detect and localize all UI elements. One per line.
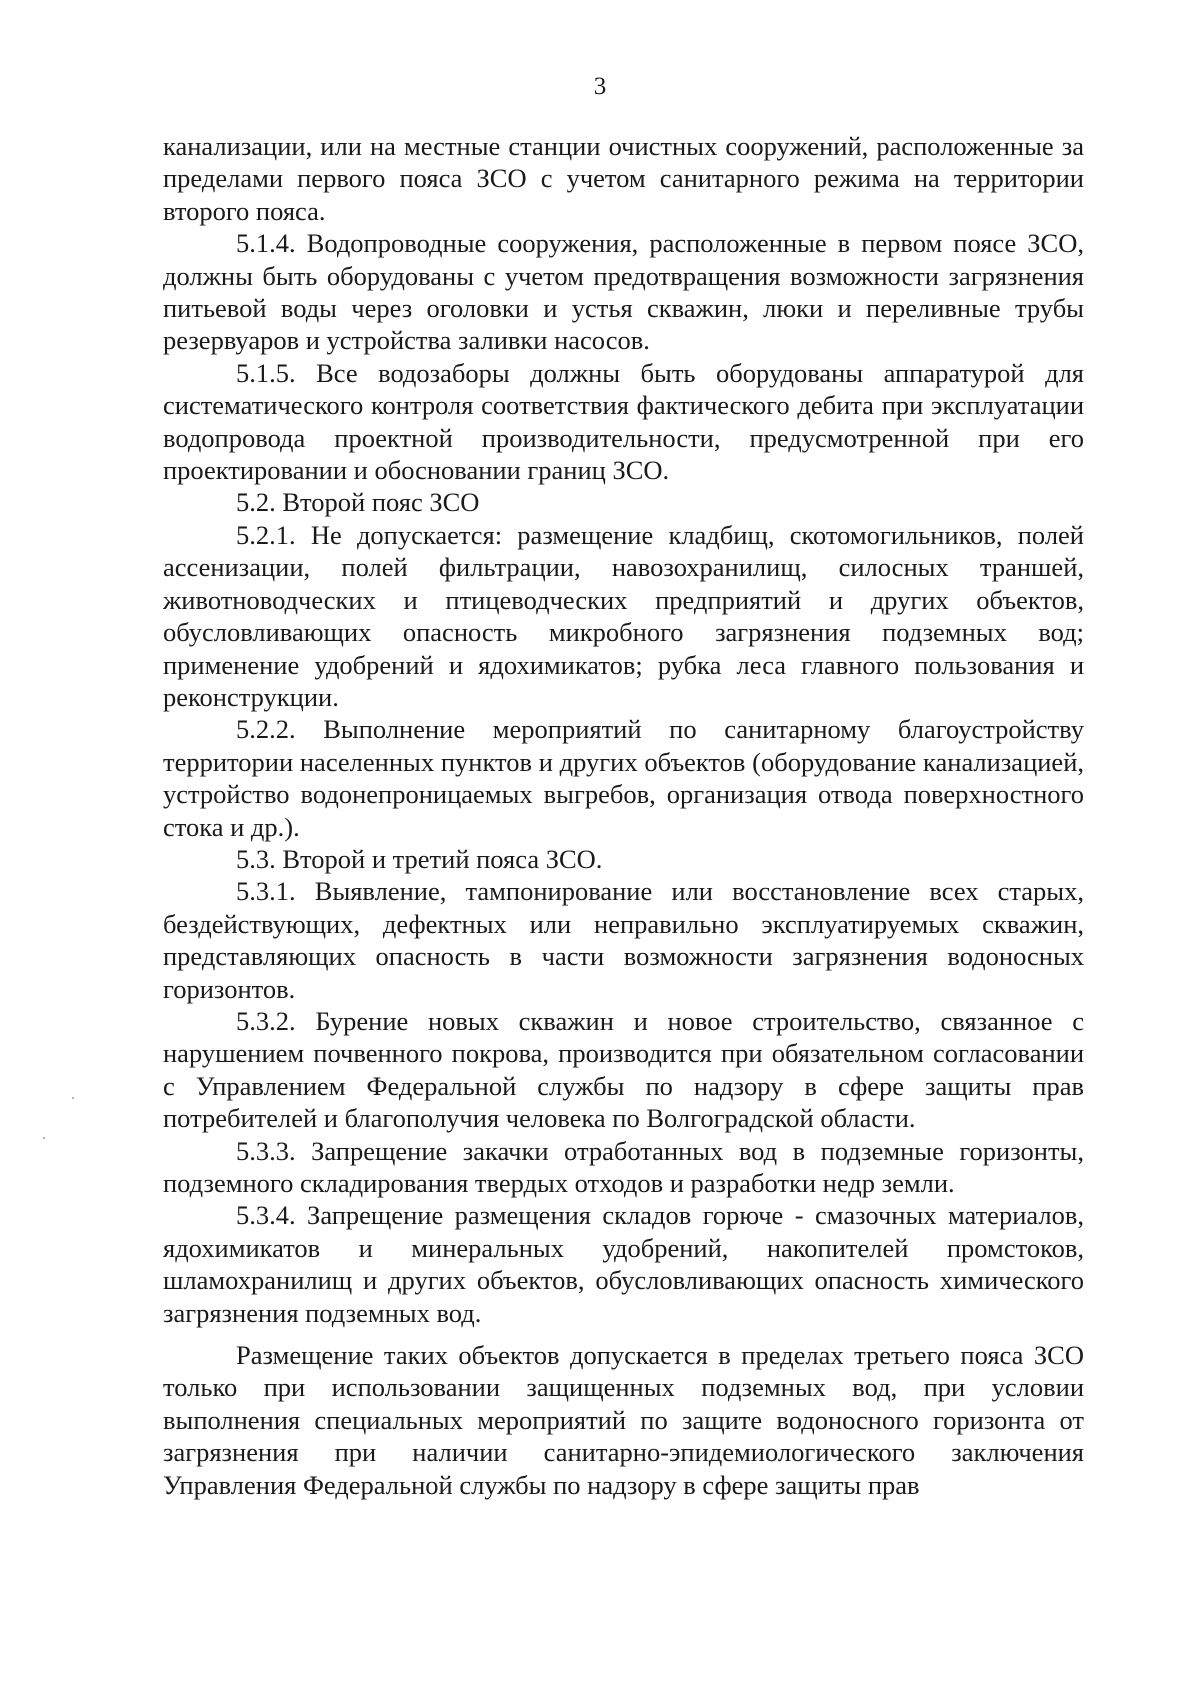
page-number: 3 [593, 73, 607, 100]
scan-artifact-dot [43, 1137, 45, 1139]
scan-artifact-dot [72, 1097, 74, 1099]
paragraph-placement-conditions: Размещение таких объектов допускается в пределах третьего пояса ЗСО только при использовании защищенных подземных вод, при условии выполнения специальных мероприятий по защите водоносного горизонта от загрязнения при наличии санитарно-эпидемиологического заключения Управления Федеральной службы по надзору в сфере защиты прав [163, 1340, 1084, 1500]
paragraph-continuation: канализации, или на местные станции очистных сооружений, расположенные за пределами первого пояса ЗСО с учетом санитарного режима на территории второго пояса. [163, 131, 1084, 226]
section-heading-5-2: 5.2. Второй пояс ЗСО [236, 487, 480, 518]
paragraph-5-2-2: 5.2.2. Выполнение мероприятий по санитарному благоустройству территории населенных пунктов и других объектов (оборудование канализацией, устройство водонепроницаемых выгребов, организация отвода поверхностного стока и др.). [163, 714, 1084, 842]
paragraph-5-1-5: 5.1.5. Все водозаборы должны быть оборудованы аппаратурой для систематического контроля соответствия фактического дебита при эксплуатации водопровода проектной производительности, предусмотренной при его проектировании и обосновании границ ЗСО. [163, 357, 1084, 486]
paragraph-5-2-1: 5.2.1. Не допускается: размещение кладбищ, скотомогильников, полей ассенизации, полей фильтрации, навозохранилищ, силосных траншей, животноводческих и птицеводческих предприятий и других объектов, обусловливающих опасность микробного загрязнения подземных вод; применение удобрений и ядохимикатов; рубка леса главного пользования и реконструкции. [163, 519, 1084, 712]
paragraph-5-3-4: 5.3.4. Запрещение размещения складов горюче - смазочных материалов, ядохимикатов и минеральных удобрений, накопителей промстоков, шламохранилищ и других объектов, обусловливающих опасность химического загрязнения подземных вод. [163, 1200, 1084, 1328]
document-body [163, 130, 1084, 1501]
paragraph-5-3-1: 5.3.1. Выявление, тампонирование или восстановление всех старых, бездействующих, дефектных или неправильно эксплуатируемых скважин, представляющих опасность в части возможности загрязнения водоносных горизонтов. [163, 876, 1084, 1004]
section-heading-5-3: 5.3. Второй и третий пояса ЗСО. [236, 843, 603, 874]
paragraph-5-1-4: 5.1.4. Водопроводные сооружения, расположенные в первом поясе ЗСО, должны быть оборудованы с учетом предотвращения возможности загрязнения питьевой воды через оголовки и устья скважин, люки и переливные трубы резервуаров и устройства заливки насосов. [163, 228, 1084, 356]
paragraph-5-3-3: 5.3.3. Запрещение закачки отработанных вод в подземные горизонты, подземного складирования твердых отходов и разработки недр земли. [163, 1135, 1084, 1198]
paragraph-5-3-2: 5.3.2. Бурение новых скважин и новое строительство, связанное с нарушением почвенного покрова, производится при обязательном согласовании с Управлением Федеральной службы по надзору в сфере защиты прав потребителей и благополучия человека по Волгоградской области. [163, 1005, 1084, 1134]
